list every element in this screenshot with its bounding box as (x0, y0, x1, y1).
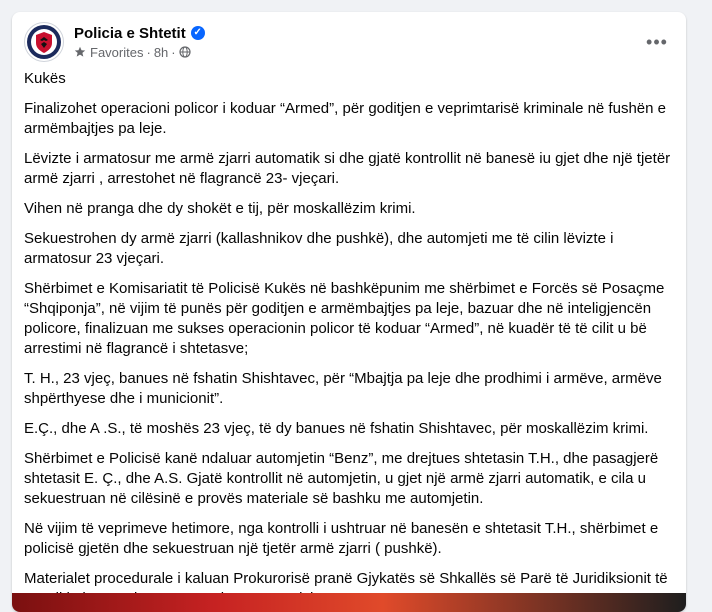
post-paragraph: Shërbimet e Komisariatit të Policisë Kukës në bashkëpunim me shërbimet e Forcës së Posaçme “Shqiponja”, në vijim të punës për goditjen e armëmbajtjes pa leje, bazuar dhe në inteligjencën policore, finalizuan me sukses operacionin policor të koduar “Armed”, në kuadër të të cilit u bë arrestimi në flagrancë i shtetasve; (24, 280, 665, 357)
post-body (24, 69, 674, 612)
dot-separator-2: · (171, 44, 176, 60)
post-paragraph: Në vijim të veprimeve hetimore, nga kontrolli i ushtruar në banesën e shtetasit T.H., shërbimet e policisë gjetën dhe sekuestruan një tjetër armë zjarri ( pushkë). (24, 520, 659, 557)
star-icon (74, 46, 86, 58)
post-subtitle (74, 45, 205, 60)
post-header (24, 22, 205, 62)
verified-badge-icon: ✓ (191, 26, 205, 40)
post-timestamp[interactable]: 8h (153, 44, 169, 60)
post-paragraph: Sekuestrohen dy armë zjarri (kallashnikov dhe pushkë), dhe automjeti me të cilin lëvizte i armatosur 23 vjeçari. (24, 230, 614, 267)
post-meta (74, 25, 205, 60)
post-paragraph: E.Ç., dhe A .S., të moshës 23 vjeç, të dy banues në fshatin Shishtavec, për moskallëzim krimi. (24, 420, 649, 437)
author-row (74, 25, 205, 42)
page-avatar[interactable] (24, 22, 64, 62)
post-image-preview[interactable] (12, 593, 686, 612)
post-card (12, 12, 686, 612)
dot-separator: · (146, 44, 151, 60)
post-paragraph: Shërbimet e Policisë kanë ndaluar automjetin “Benz”, me drejtues shtetasin T.H., dhe pasagjerë shtetasit E. Ç., dhe A.S. Gjatë kontrollit në automjetin, u gjet një armë zjarri automatik, e cila u sekuestruan në cilësinë e provës materiale së bashku me automjetin. (24, 450, 659, 507)
page-name-link[interactable]: Policia e Shtetit (74, 24, 186, 42)
police-emblem-icon (26, 24, 62, 60)
post-paragraph: T. H., 23 vjeç, banues në fshatin Shishtavec, për “Mbajtja pa leje dhe prodhimi i armëve, armëve shpërthyese dhe i municionit”. (24, 370, 662, 407)
post-paragraph: Vihen në pranga dhe dy shokët e tij, për moskallëzim krimi. (24, 200, 416, 217)
audience-label[interactable]: Favorites (90, 44, 144, 60)
post-paragraph: Materialet procedurale i kaluan Prokurorisë pranë Gjykatës së Shkallës së Parë të Juridiksionit të (24, 570, 668, 587)
more-options-icon[interactable]: ••• (646, 31, 668, 52)
post-paragraph: Kukës (24, 70, 66, 87)
globe-icon[interactable] (179, 46, 191, 58)
post-paragraph: Finalizohet operacioni policor i koduar “Armed”, për goditjen e veprimtarisë kriminale në fushën e armëmbajtjes pa leje. (24, 100, 666, 137)
post-paragraph: Lëvizte i armatosur me armë zjarri automatik si dhe gjatë kontrollit në banesë iu gjet dhe një tjetër armë zjarri , arrestohet në flagrancë 23- vjeçari. (24, 150, 671, 187)
